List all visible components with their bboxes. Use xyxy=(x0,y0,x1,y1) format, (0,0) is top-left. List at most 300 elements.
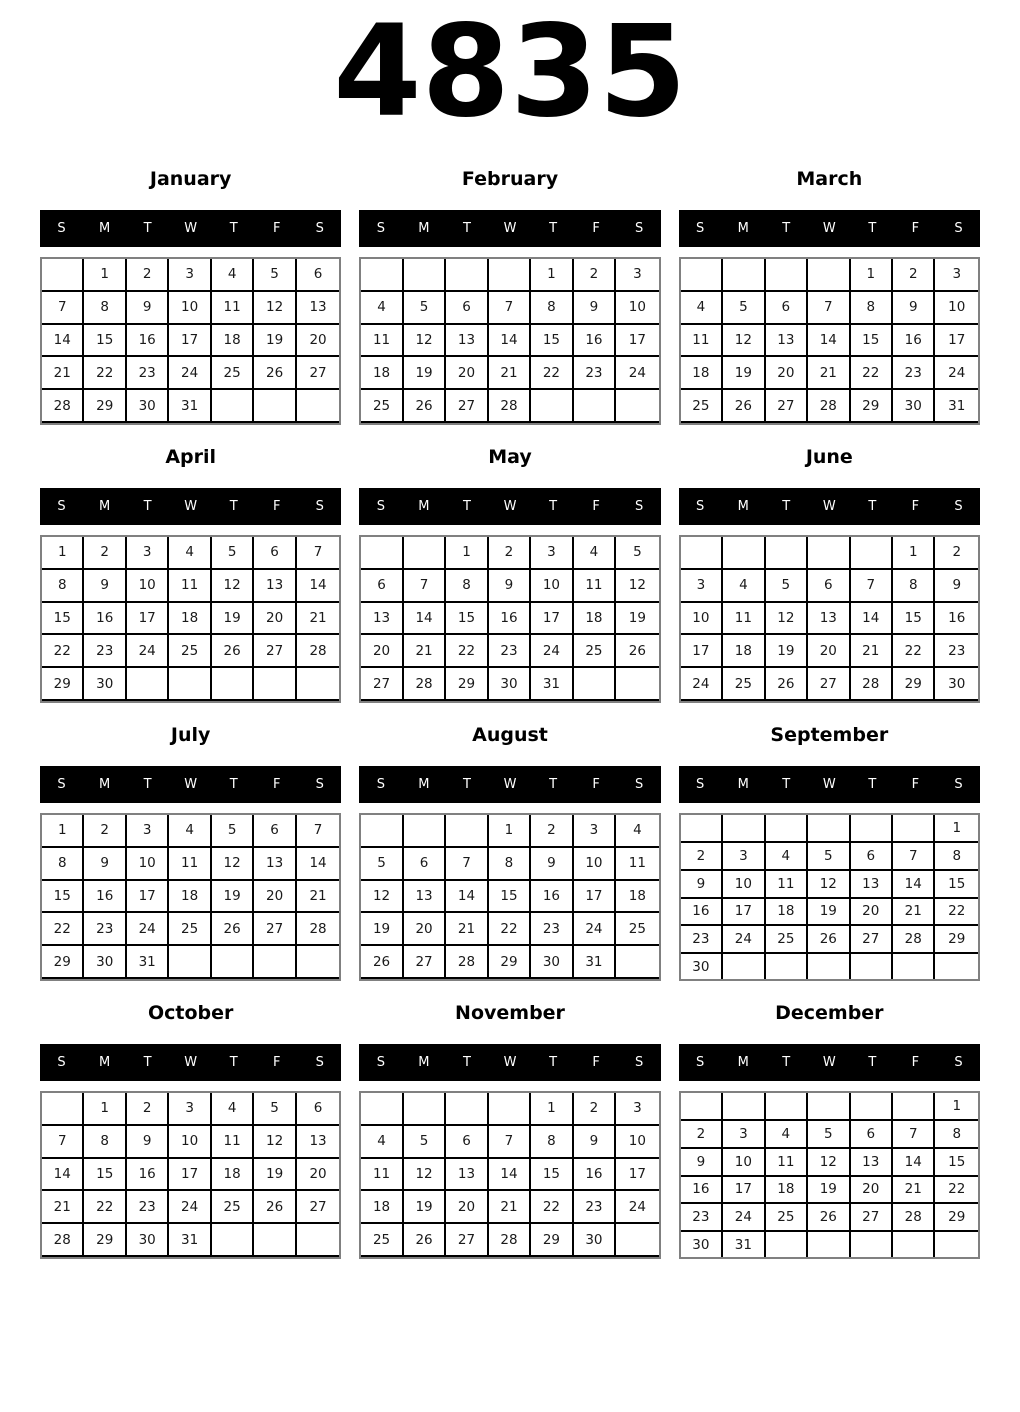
day-cell: 12 xyxy=(616,570,659,603)
day-cell: 22 xyxy=(531,1191,573,1224)
day-cell: 25 xyxy=(616,913,659,946)
day-cell: 28 xyxy=(851,668,893,701)
week-row xyxy=(361,881,658,914)
day-cell: 1 xyxy=(84,1093,126,1126)
day-cell: 21 xyxy=(893,899,935,927)
weekday-label: S xyxy=(954,499,963,514)
month-title: August xyxy=(472,723,548,746)
weekday-label: F xyxy=(911,777,920,792)
day-cell: 30 xyxy=(489,668,531,701)
weekday-label: F xyxy=(911,499,920,514)
day-cell: 4 xyxy=(361,1126,403,1159)
day-cell: 25 xyxy=(723,668,765,701)
weekday-label: F xyxy=(273,777,281,792)
year-title: 4835 xyxy=(333,0,687,145)
day-cell: 14 xyxy=(851,603,893,636)
empty-day-cell xyxy=(446,1093,488,1126)
day-cell: 3 xyxy=(169,259,211,292)
day-cell: 26 xyxy=(361,946,403,979)
day-cell: 24 xyxy=(723,1204,765,1232)
day-cell: 23 xyxy=(127,357,169,390)
day-cell: 28 xyxy=(489,390,531,423)
day-cell: 23 xyxy=(127,1191,169,1224)
day-cell: 18 xyxy=(574,603,616,636)
day-cell: 8 xyxy=(84,1126,126,1159)
day-cell: 20 xyxy=(254,881,296,914)
week-row xyxy=(681,1149,978,1177)
day-cell: 8 xyxy=(489,848,531,881)
day-cell: 17 xyxy=(723,899,765,927)
week-row xyxy=(42,603,339,636)
day-cell: 3 xyxy=(169,1093,211,1126)
week-row xyxy=(361,357,658,390)
day-cell: 4 xyxy=(169,537,211,570)
day-cell: 9 xyxy=(127,1126,169,1159)
empty-day-cell xyxy=(935,1232,978,1257)
day-cell: 26 xyxy=(723,390,765,423)
day-cell: 5 xyxy=(766,570,808,603)
month-block xyxy=(359,703,660,981)
day-cell: 27 xyxy=(851,1204,893,1232)
empty-day-cell xyxy=(297,390,340,423)
day-cell: 9 xyxy=(84,848,126,881)
week-row xyxy=(681,815,978,843)
day-cell: 28 xyxy=(893,926,935,954)
month-block xyxy=(40,425,341,703)
day-cell: 5 xyxy=(404,1126,446,1159)
day-cell: 7 xyxy=(42,292,84,325)
day-cell: 9 xyxy=(84,570,126,603)
day-cell: 29 xyxy=(935,926,978,954)
weekday-label: W xyxy=(184,1055,198,1070)
day-cell: 19 xyxy=(254,325,296,358)
day-cell: 11 xyxy=(169,848,211,881)
day-cell: 9 xyxy=(893,292,935,325)
day-cell: 13 xyxy=(404,881,446,914)
weekday-header xyxy=(40,210,341,247)
day-cell: 8 xyxy=(851,292,893,325)
weekday-label: T xyxy=(549,499,558,514)
week-row xyxy=(361,913,658,946)
day-cell: 7 xyxy=(297,815,340,848)
weekday-label: W xyxy=(822,221,836,236)
week-row xyxy=(361,537,658,570)
week-row xyxy=(681,537,978,570)
day-cell: 12 xyxy=(254,292,296,325)
day-cell: 7 xyxy=(893,1121,935,1149)
day-cell: 29 xyxy=(531,1224,573,1257)
day-cell: 8 xyxy=(531,1126,573,1159)
day-cell: 6 xyxy=(297,1093,340,1126)
weekday-label: T xyxy=(782,1055,791,1070)
weekday-header xyxy=(359,1044,660,1081)
day-cell: 8 xyxy=(935,843,978,871)
day-cell: 30 xyxy=(127,390,169,423)
day-cell: 7 xyxy=(808,292,850,325)
day-cell: 20 xyxy=(446,357,488,390)
empty-day-cell xyxy=(893,1093,935,1121)
day-cell: 3 xyxy=(616,1093,659,1126)
day-cell: 21 xyxy=(489,1191,531,1224)
weekday-header xyxy=(359,488,660,525)
day-cell: 1 xyxy=(851,259,893,292)
empty-day-cell xyxy=(935,954,978,979)
day-cell: 12 xyxy=(212,570,254,603)
weekday-label: T xyxy=(868,221,877,236)
day-cell: 26 xyxy=(404,390,446,423)
day-cell: 10 xyxy=(574,848,616,881)
weekday-header xyxy=(40,488,341,525)
day-cell: 29 xyxy=(851,390,893,423)
day-cell: 28 xyxy=(808,390,850,423)
day-cell: 11 xyxy=(361,325,403,358)
week-row xyxy=(361,848,658,881)
empty-day-cell xyxy=(254,1224,296,1257)
day-cell: 12 xyxy=(808,871,850,899)
empty-day-cell xyxy=(212,668,254,701)
day-cell: 14 xyxy=(297,848,340,881)
day-cell: 6 xyxy=(808,570,850,603)
weekday-label: T xyxy=(549,777,558,792)
day-cell: 16 xyxy=(574,325,616,358)
day-cell: 28 xyxy=(42,1224,84,1257)
day-cell: 4 xyxy=(361,292,403,325)
day-cell: 13 xyxy=(297,292,340,325)
day-cell: 4 xyxy=(681,292,723,325)
week-row xyxy=(42,815,339,848)
month-table xyxy=(359,257,660,425)
day-cell: 28 xyxy=(446,946,488,979)
day-cell: 25 xyxy=(361,1224,403,1257)
empty-day-cell xyxy=(446,815,488,848)
empty-day-cell xyxy=(212,946,254,979)
day-cell: 6 xyxy=(404,848,446,881)
weekday-header xyxy=(679,488,980,525)
day-cell: 27 xyxy=(404,946,446,979)
day-cell: 26 xyxy=(254,357,296,390)
day-cell: 10 xyxy=(616,1126,659,1159)
empty-day-cell xyxy=(616,668,659,701)
day-cell: 21 xyxy=(851,635,893,668)
empty-day-cell xyxy=(254,946,296,979)
weekday-header xyxy=(40,766,341,803)
day-cell: 27 xyxy=(254,913,296,946)
day-cell: 9 xyxy=(681,1149,723,1177)
day-cell: 2 xyxy=(127,1093,169,1126)
empty-day-cell xyxy=(808,954,850,979)
weekday-label: S xyxy=(696,777,705,792)
day-cell: 20 xyxy=(766,357,808,390)
week-row xyxy=(42,390,339,423)
week-row xyxy=(42,325,339,358)
empty-day-cell xyxy=(766,259,808,292)
day-cell: 12 xyxy=(808,1149,850,1177)
empty-day-cell xyxy=(169,946,211,979)
day-cell: 14 xyxy=(489,325,531,358)
day-cell: 7 xyxy=(489,1126,531,1159)
weekday-label: T xyxy=(782,777,791,792)
week-row xyxy=(42,292,339,325)
month-title: November xyxy=(455,1001,565,1024)
weekday-label: F xyxy=(592,499,600,514)
weekday-label: F xyxy=(273,499,281,514)
day-cell: 17 xyxy=(127,881,169,914)
day-cell: 19 xyxy=(212,603,254,636)
weekday-label: S xyxy=(635,777,644,792)
weekday-label: F xyxy=(273,1055,281,1070)
day-cell: 16 xyxy=(127,1159,169,1192)
day-cell: 29 xyxy=(489,946,531,979)
day-cell: 18 xyxy=(766,1177,808,1205)
weekday-label: T xyxy=(868,1055,877,1070)
day-cell: 8 xyxy=(84,292,126,325)
day-cell: 31 xyxy=(723,1232,765,1257)
week-row xyxy=(42,848,339,881)
week-row xyxy=(681,635,978,668)
day-cell: 5 xyxy=(808,1121,850,1149)
day-cell: 2 xyxy=(893,259,935,292)
empty-day-cell xyxy=(574,668,616,701)
day-cell: 5 xyxy=(254,259,296,292)
day-cell: 15 xyxy=(531,1159,573,1192)
week-row xyxy=(681,259,978,292)
weekday-label: M xyxy=(737,777,749,792)
day-cell: 21 xyxy=(446,913,488,946)
day-cell: 28 xyxy=(42,390,84,423)
weekday-label: S xyxy=(635,499,644,514)
week-row xyxy=(681,843,978,871)
weekday-label: T xyxy=(462,221,471,236)
day-cell: 18 xyxy=(361,1191,403,1224)
day-cell: 1 xyxy=(42,537,84,570)
day-cell: 15 xyxy=(935,1149,978,1177)
day-cell: 16 xyxy=(489,603,531,636)
day-cell: 19 xyxy=(254,1159,296,1192)
weekday-label: S xyxy=(954,1055,963,1070)
day-cell: 23 xyxy=(681,926,723,954)
week-row xyxy=(681,1093,978,1121)
empty-day-cell xyxy=(297,1224,340,1257)
day-cell: 11 xyxy=(723,603,765,636)
day-cell: 21 xyxy=(808,357,850,390)
day-cell: 25 xyxy=(169,913,211,946)
empty-day-cell xyxy=(766,1093,808,1121)
empty-day-cell xyxy=(254,390,296,423)
day-cell: 14 xyxy=(446,881,488,914)
week-row xyxy=(681,899,978,927)
day-cell: 10 xyxy=(169,292,211,325)
day-cell: 1 xyxy=(935,1093,978,1121)
day-cell: 12 xyxy=(254,1126,296,1159)
day-cell: 22 xyxy=(935,899,978,927)
day-cell: 9 xyxy=(574,292,616,325)
day-cell: 4 xyxy=(766,843,808,871)
day-cell: 3 xyxy=(681,570,723,603)
day-cell: 13 xyxy=(254,848,296,881)
day-cell: 19 xyxy=(404,1191,446,1224)
day-cell: 13 xyxy=(808,603,850,636)
day-cell: 15 xyxy=(42,603,84,636)
day-cell: 6 xyxy=(851,843,893,871)
day-cell: 19 xyxy=(616,603,659,636)
day-cell: 10 xyxy=(935,292,978,325)
day-cell: 16 xyxy=(681,1177,723,1205)
weekday-label: W xyxy=(503,1055,517,1070)
week-row xyxy=(361,668,658,701)
day-cell: 10 xyxy=(723,1149,765,1177)
empty-day-cell xyxy=(681,537,723,570)
month-table xyxy=(359,813,660,981)
day-cell: 5 xyxy=(254,1093,296,1126)
weekday-label: M xyxy=(418,777,430,792)
day-cell: 12 xyxy=(766,603,808,636)
day-cell: 2 xyxy=(531,815,573,848)
weekday-label: T xyxy=(462,1055,471,1070)
weekday-label: M xyxy=(418,221,430,236)
weekday-label: W xyxy=(503,499,517,514)
month-title: September xyxy=(770,723,889,746)
day-cell: 21 xyxy=(893,1177,935,1205)
month-block xyxy=(679,981,980,1259)
weekday-label: T xyxy=(229,221,238,236)
day-cell: 3 xyxy=(723,1121,765,1149)
day-cell: 19 xyxy=(808,899,850,927)
weekday-label: S xyxy=(954,221,963,236)
weekday-label: T xyxy=(462,777,471,792)
empty-day-cell xyxy=(212,390,254,423)
month-title: July xyxy=(170,723,211,746)
day-cell: 31 xyxy=(531,668,573,701)
day-cell: 20 xyxy=(851,1177,893,1205)
day-cell: 1 xyxy=(489,815,531,848)
empty-day-cell xyxy=(681,815,723,843)
day-cell: 2 xyxy=(681,843,723,871)
day-cell: 20 xyxy=(808,635,850,668)
weekday-label: S xyxy=(954,777,963,792)
day-cell: 3 xyxy=(935,259,978,292)
day-cell: 9 xyxy=(531,848,573,881)
empty-day-cell xyxy=(404,259,446,292)
day-cell: 20 xyxy=(361,635,403,668)
weekday-label: S xyxy=(57,777,66,792)
day-cell: 10 xyxy=(723,871,765,899)
weekday-label: T xyxy=(868,777,877,792)
day-cell: 2 xyxy=(127,259,169,292)
weekday-label: M xyxy=(418,1055,430,1070)
weekday-label: T xyxy=(143,777,152,792)
week-row xyxy=(42,1224,339,1257)
day-cell: 15 xyxy=(893,603,935,636)
empty-day-cell xyxy=(361,1093,403,1126)
weekday-label: M xyxy=(98,221,111,236)
month-block xyxy=(679,147,980,425)
weekday-header xyxy=(679,1044,980,1081)
day-cell: 30 xyxy=(935,668,978,701)
week-row xyxy=(42,1191,339,1224)
day-cell: 27 xyxy=(254,635,296,668)
empty-day-cell xyxy=(404,1093,446,1126)
day-cell: 2 xyxy=(84,815,126,848)
day-cell: 15 xyxy=(531,325,573,358)
day-cell: 16 xyxy=(84,881,126,914)
day-cell: 5 xyxy=(361,848,403,881)
day-cell: 13 xyxy=(297,1126,340,1159)
day-cell: 21 xyxy=(489,357,531,390)
day-cell: 21 xyxy=(297,881,340,914)
day-cell: 31 xyxy=(935,390,978,423)
day-cell: 21 xyxy=(297,603,340,636)
day-cell: 15 xyxy=(935,871,978,899)
empty-day-cell xyxy=(808,259,850,292)
day-cell: 22 xyxy=(42,635,84,668)
empty-day-cell xyxy=(723,954,765,979)
day-cell: 15 xyxy=(84,325,126,358)
week-row xyxy=(361,1126,658,1159)
empty-day-cell xyxy=(808,537,850,570)
empty-day-cell xyxy=(42,259,84,292)
day-cell: 1 xyxy=(531,259,573,292)
empty-day-cell xyxy=(127,668,169,701)
weekday-label: T xyxy=(229,499,238,514)
weekday-label: M xyxy=(98,499,111,514)
empty-day-cell xyxy=(681,1093,723,1121)
day-cell: 11 xyxy=(212,1126,254,1159)
empty-day-cell xyxy=(616,1224,659,1257)
day-cell: 25 xyxy=(766,1204,808,1232)
day-cell: 15 xyxy=(42,881,84,914)
day-cell: 7 xyxy=(893,843,935,871)
day-cell: 9 xyxy=(681,871,723,899)
day-cell: 25 xyxy=(169,635,211,668)
day-cell: 30 xyxy=(574,1224,616,1257)
month-title: March xyxy=(796,167,863,190)
day-cell: 18 xyxy=(169,603,211,636)
day-cell: 23 xyxy=(84,635,126,668)
weekday-label: F xyxy=(592,221,600,236)
empty-day-cell xyxy=(808,1093,850,1121)
day-cell: 26 xyxy=(808,926,850,954)
day-cell: 29 xyxy=(42,946,84,979)
day-cell: 13 xyxy=(446,1159,488,1192)
day-cell: 15 xyxy=(446,603,488,636)
week-row xyxy=(42,668,339,701)
empty-day-cell xyxy=(851,954,893,979)
day-cell: 23 xyxy=(489,635,531,668)
day-cell: 6 xyxy=(254,537,296,570)
day-cell: 4 xyxy=(616,815,659,848)
day-cell: 22 xyxy=(489,913,531,946)
day-cell: 13 xyxy=(361,603,403,636)
day-cell: 29 xyxy=(84,1224,126,1257)
day-cell: 14 xyxy=(808,325,850,358)
day-cell: 6 xyxy=(446,1126,488,1159)
day-cell: 25 xyxy=(212,1191,254,1224)
weekday-label: S xyxy=(315,499,324,514)
day-cell: 2 xyxy=(574,1093,616,1126)
empty-day-cell xyxy=(893,1232,935,1257)
day-cell: 6 xyxy=(446,292,488,325)
week-row xyxy=(681,1232,978,1257)
day-cell: 2 xyxy=(935,537,978,570)
week-row xyxy=(42,1093,339,1126)
week-row xyxy=(361,325,658,358)
day-cell: 14 xyxy=(489,1159,531,1192)
weekday-label: T xyxy=(782,499,791,514)
day-cell: 11 xyxy=(169,570,211,603)
weekday-label: M xyxy=(98,777,111,792)
weekday-label: W xyxy=(822,499,836,514)
day-cell: 1 xyxy=(893,537,935,570)
